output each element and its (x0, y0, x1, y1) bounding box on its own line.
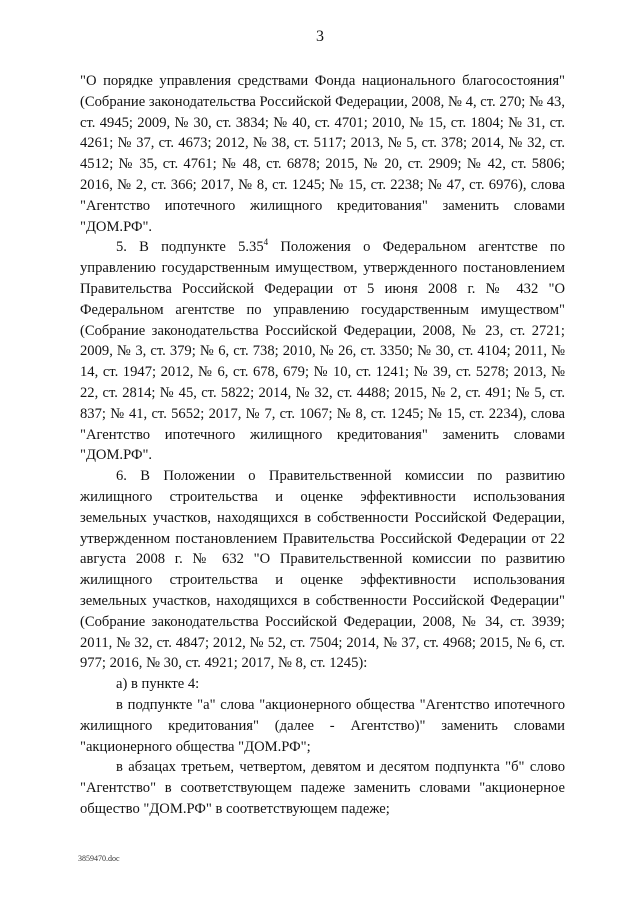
file-name-footer: 3859470.doc (78, 854, 120, 863)
paragraph-6: 6. В Положении о Правительственной комиссии по развитию жилищного строительства и оценке эффективности использования земельных участков, находящихся в собственности Российской Федерации, утвержденном постановлением Правительства Российской Федерации от 22 августа 2008 г. № 632 "О Правительственной комиссии по развитию жилищного строительства и оценке эффективности использования земельных участков, находящихся в собственности Российской Федерации" (Собрание законодательства Российской Федерации, 2008, № 34, ст. 3939; 2011, № 32, ст. 4847; 2012, № 52, ст. 7504; 2014, № 37, ст. 4968; 2015, № 6, ст. 977; 2016, № 30, ст. 4921; 2017, № 8, ст. 1245): (80, 468, 565, 672)
paragraph-1: "О порядке управления средствами Фонда национального благосостояния" (Собрание законодательства Российской Федерации, 2008, № 4, ст. 270; № 43, ст. 4945; 2009, № 30, ст. 3834; № 40, ст. 4701; 2010, № 15, ст. 1804; № 31, ст. 4261; № 37, ст. 4673; 2012, № 38, ст. 5117; 2013, № 5, ст. 378; 2014, № 32, ст. 4512; № 35, ст. 4761; № 48, ст. 6878; 2015, № 20, ст. 2909; № 42, ст. 5806; 2016, № 2, ст. 366; 2017, № 8, ст. 1245; № 15, ст. 2238; № 47, ст. 6976), слова "Агентство ипотечного жилищного кредитования" заменить словами "ДОМ.РФ". (80, 73, 565, 235)
page-number: 3 (316, 28, 324, 45)
paragraph-5 (80, 237, 565, 466)
superscript: 4 (263, 237, 269, 248)
document-body (80, 71, 565, 820)
paragraph-6a-sub-a: в подпункте "а" слова "акционерного общества "Агентство ипотечного жилищного кредитования" (далее - Агентство)" заменить словами "акционерного общества "ДОМ.РФ"; (80, 696, 565, 755)
paragraph-5-rest: Положения о Федеральном агентстве по управлению государственным имуществом, утвержденного постановлением Правительства Российской Федерации от 5 июня 2008 г. № 432 "О Федеральном агентстве по управлению государственным имуществом" (Собрание законодательства Российской Федерации, 2008, № 23, ст. 2721; 2009, № 3, ст. 379; № 6, ст. 738; 2010, № 26, ст. 3350; № 30, ст. 4104; 2011, № 14, ст. 1947; 2012, № 6, ст. 678, 679; № 10, ст. 1241; № 39, ст. 5278; 2013, № 22, ст. 2814; № 45, ст. 5822; 2014, № 32, ст. 4488; 2015, № 2, ст. 491; № 5, ст. 837; № 41, ст. 5652; 2017, № 7, ст. 1067; № 8, ст. 1245; № 15, ст. 2234), слова "Агентство ипотечного жилищного кредитования" заменить словами "ДОМ.РФ". (80, 239, 565, 464)
paragraph-6a: а) в пункте 4: (116, 676, 200, 693)
paragraph-6a-sub-b: в абзацах третьем, четвертом, девятом и десятом подпункта "б" слово "Агентство" в соответствующем падеже заменить словами "акционерное общество "ДОМ.РФ" в соответствующем падеже; (80, 759, 565, 817)
paragraph-5-lead: 5. В подпункте 5.35 (116, 239, 264, 256)
